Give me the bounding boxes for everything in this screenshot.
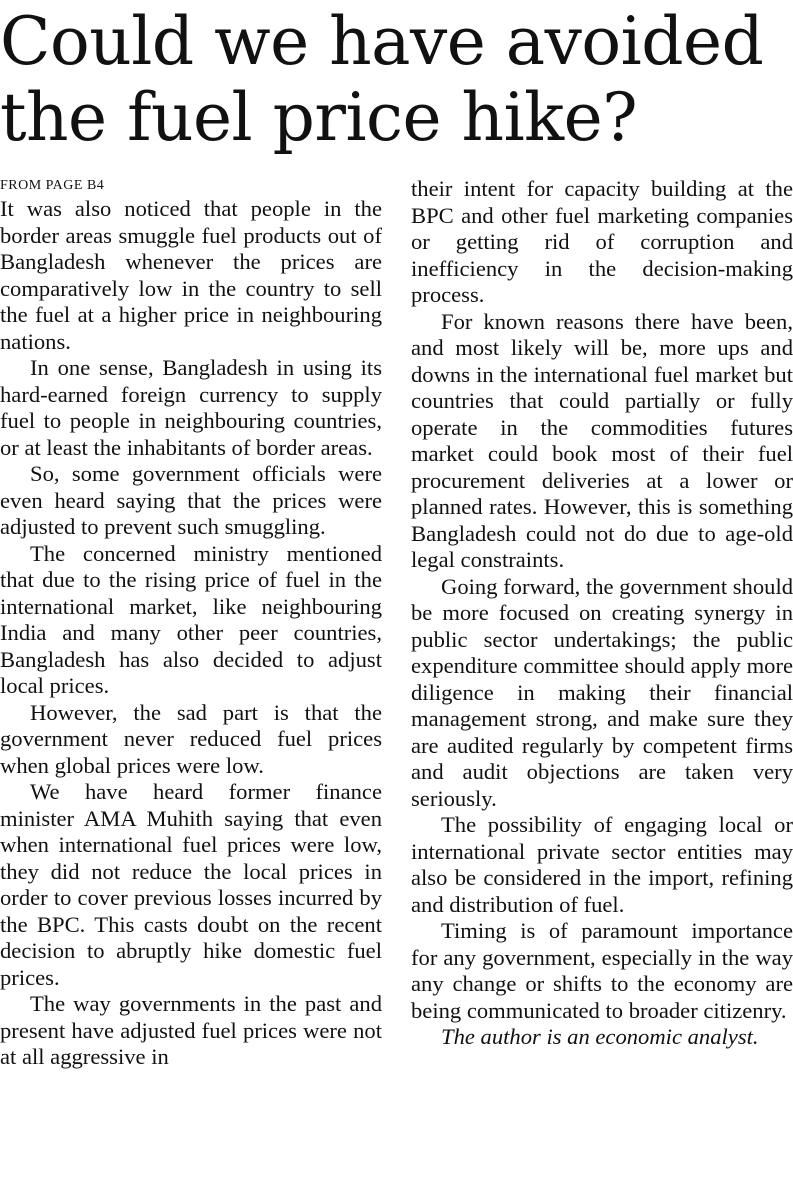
continued-from-label: FROM PAGE B4 <box>0 178 105 193</box>
paragraph: It was also noticed that people in the border areas smuggle fuel products out of Bangladesh whenever the prices are comparatively low in the country to sell the fuel at a higher price in neighbouring nations. <box>0 196 382 354</box>
author-note: The author is an economic analyst. <box>441 1024 759 1049</box>
paragraph: However, the sad part is that the government never reduced fuel prices when global prices were low. <box>0 699 382 778</box>
paragraph: The possibility of engaging local or international private sector entities may also be considered in the import, refining and distribution of fuel. <box>411 812 793 917</box>
paragraph: their intent for capacity building at the BPC and other fuel marketing companies or getting rid of corruption and inefficiency in the decision-making process. <box>411 176 793 307</box>
article-body <box>0 176 793 1182</box>
paragraph: Going forward, the government should be more focused on creating synergy in public sector undertakings; the public expenditure committee should apply more diligence in making their financial management strong, and make sure they are audited regularly by competent firms and audit objections are taken very seriously. <box>411 573 793 811</box>
paragraph: Timing is of paramount importance for any government, especially in the way any change or shifts to the economy are being communicated to broader citizenry. <box>411 918 793 1023</box>
right-column <box>411 176 793 1051</box>
paragraph: So, some government officials were even heard saying that the prices were adjusted to prevent such smuggling. <box>0 461 382 539</box>
paragraph: The way governments in the past and present have adjusted fuel prices were not at all aggressive in <box>0 991 382 1069</box>
paragraph: The concerned ministry mentioned that due to the rising price of fuel in the international market, like neighbouring India and many other peer countries, Bangladesh has also decided to adjust local prices. <box>0 540 382 698</box>
left-column <box>0 176 382 1182</box>
paragraph: For known reasons there have been, and most likely will be, more ups and downs in the international fuel market but countries that could partially or fully operate in the commodities futures market could book most of their fuel procurement deliveries at a lower or planned rates. However, this is something Bangladesh could not do due to age-old legal constraints. <box>411 308 793 572</box>
paragraph: In one sense, Bangladesh in using its hard-earned foreign currency to supply fuel to people in neighbouring countries, or at least the inhabitants of border areas. <box>0 355 382 460</box>
paragraph: We have heard former finance minister AMA Muhith saying that even when international fuel prices were low, they did not reduce the local prices in order to cover previous losses incurred by the BPC. This casts doubt on the recent decision to abruptly hike domestic fuel prices. <box>0 779 382 990</box>
headline: Could we have avoided the fuel price hike? <box>0 3 764 156</box>
